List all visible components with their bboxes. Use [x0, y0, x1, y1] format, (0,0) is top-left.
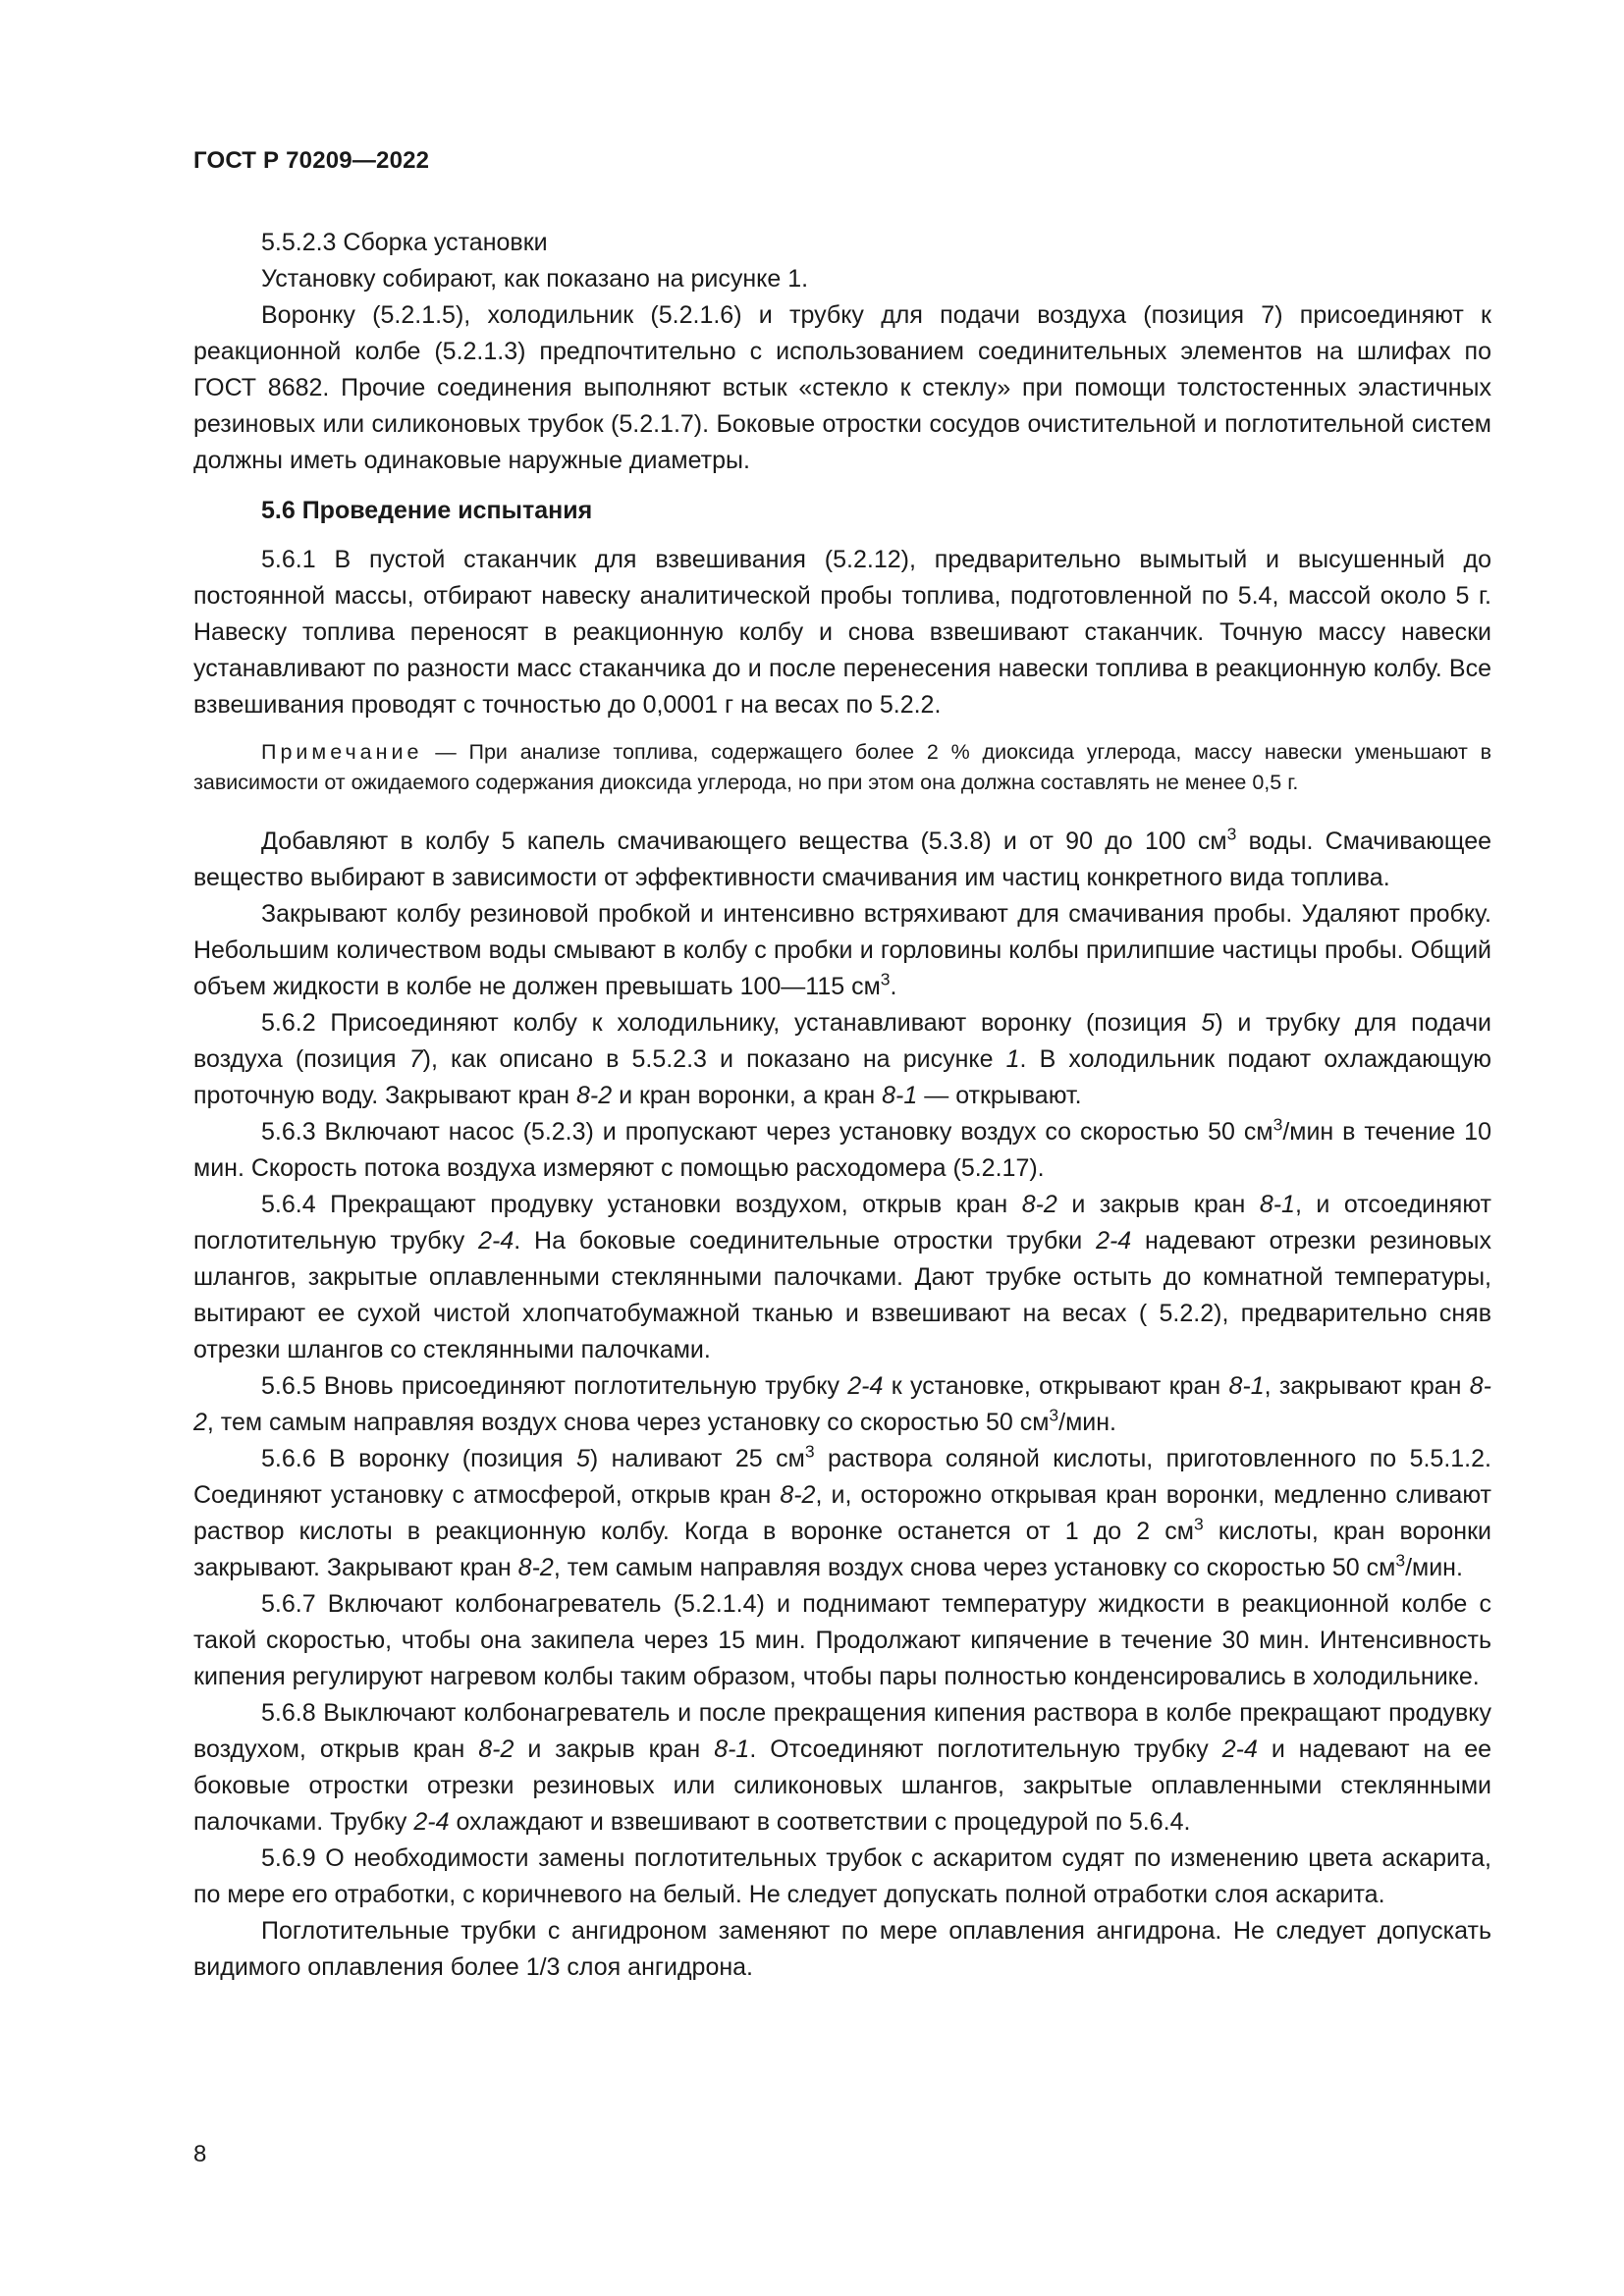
subsection-heading-5-5-2-3: 5.5.2.3 Сборка установки	[261, 229, 548, 256]
document-body	[193, 225, 1491, 1986]
paragraph-5-6-9: 5.6.9 О необходимости замены поглотительных трубок с аскаритом судят по изменению цвета аскарита, по мере его отработки, с коричневого на белый. Не следует допускать полной отработки слоя аскарита.	[193, 1844, 1491, 1908]
paragraph-add-wetting-agent: Добавляют в колбу 5 капель смачивающего вещества (5.3.8) и от 90 до 100 $см^3$ воды. Смачивающее вещество выбирают в зависимости от эффективности смачивания им частиц конкретного вида топлива.	[193, 824, 1491, 891]
note-text: — При анализе топлива, содержащего более 2 % диоксида углерода, массу навески уменьшают в зависимости от ожидаемого содержания диоксида углерода, но при этом она должна составлять не менее 0,5 г.	[193, 740, 1491, 794]
note	[193, 737, 1491, 798]
paragraph-5-6-5: 5.6.5 Вновь присоединяют поглотительную трубку 2-4 к установке, открывают кран 8-1, закрывают кран 8-2, тем самым направляя воздух снова через установку со скоростью 50 $см^3$/мин.	[193, 1372, 1491, 1436]
paragraph-5-6-6: 5.6.6 В воронку (позиция 5) наливают 25 $см^3$ раствора соляной кислоты, приготовленного по 5.5.1.2. Соединяют установку с атмосферой, открыв кран 8-2, и, осторожно открывая кран воронки, медленно сливают раствор кислоты в реакционную колбу. Когда в воронке останется от 1 до 2 $см^3$ кислоты, кран воронки закрывают. Закрывают кран 8-2, тем самым направляя воздух снова через установку со скоростью 50 $см^3$/мин.	[193, 1441, 1491, 1581]
note-label: Примечание	[261, 740, 423, 764]
paragraph-5-6-1: 5.6.1 В пустой стаканчик для взвешивания (5.2.12), предварительно вымытый и высушенный до постоянной массы, отбирают навеску аналитической пробы топлива, подготовленной по 5.4, массой около 5 г. Навеску топлива переносят в реакционную колбу и снова взвешивают стаканчик. Точную массу навески устанавливают по разности масс стаканчика до и после перенесения навески топлива в реакционную колбу. Все взвешивания проводят с точностью до 0,0001 г на весах по 5.2.2.	[193, 546, 1491, 719]
document-header: ГОСТ Р 70209—2022	[193, 147, 430, 174]
paragraph-anhydrone-tubes: Поглотительные трубки с ангидроном заменяют по мере оплавления ангидрона. Не следует допускать видимого оплавления более 1/3 слоя ангидрона.	[193, 1917, 1491, 1981]
paragraph-close-flask: Закрывают колбу резиновой пробкой и интенсивно встряхивают для смачивания пробы. Удаляют пробку. Небольшим количеством воды смывают в колбу с пробки и горловины колбы прилипшие частицы пробы. Общий объем жидкости в колбе не должен превышать 100—115 $см^3$.	[193, 900, 1491, 1000]
paragraph-5-6-8: 5.6.8 Выключают колбонагреватель и после прекращения кипения раствора в колбе прекращают продувку воздухом, открыв кран 8-2 и закрыв кран 8-1. Отсоединяют поглотительную трубку 2-4 и надевают на ее боковые отростки отрезки резиновых или силиконовых шлангов, закрытые оплавленными стеклянными палочками. Трубку 2-4 охлаждают и взвешивают в соответствии с процедурой по 5.6.4.	[193, 1699, 1492, 1836]
paragraph-5-6-2: 5.6.2 Присоединяют колбу к холодильнику, устанавливают воронку (позиция 5) и трубку для подачи воздуха (позиция 7), как описано в 5.5.2.3 и показано на рисунке 1. В холодильник подают охлаждающую проточную воду. Закрывают кран 8-2 и кран воронки, а кран 8-1 — открывают.	[193, 1009, 1491, 1109]
section-title-5-6: 5.6 Проведение испытания	[261, 497, 593, 524]
page-number: 8	[193, 2141, 207, 2167]
paragraph-5-6-7: 5.6.7 Включают колбонагреватель (5.2.1.4) и поднимают температуру жидкости в реакционной колбе с такой скоростью, чтобы она закипела через 15 мин. Продолжают кипячение в течение 30 мин. Интенсивность кипения регулируют нагревом колбы таким образом, чтобы пары полностью конденсировались в холодильнике.	[193, 1590, 1491, 1690]
paragraph-assembly-intro: Установку собирают, как показано на рисунке 1.	[261, 265, 809, 293]
paragraph-5-6-3: 5.6.3 Включают насос (5.2.3) и пропускают через установку воздух со скоростью 50 $см^3$/мин в течение 10 мин. Скорость потока воздуха измеряют с помощью расходомера (5.2.17).	[193, 1114, 1491, 1182]
paragraph-5-6-4: 5.6.4 Прекращают продувку установки воздухом, открыв кран 8-2 и закрыв кран 8-1, и отсоединяют поглотительную трубку 2-4. На боковые соединительные отростки трубки 2-4 надевают отрезки резиновых шлангов, закрытые оплавленными стеклянными палочками. Дают трубке остыть до комнатной температуры, вытирают ее сухой чистой хлопчатобумажной тканью и взвешивают на весах ( 5.2.2), предварительно сняв отрезки шлангов со стеклянными палочками.	[193, 1191, 1492, 1363]
paragraph-assembly-details: Воронку (5.2.1.5), холодильник (5.2.1.6) и трубку для подачи воздуха (позиция 7) присоединяют к реакционной колбе (5.2.1.3) предпочтительно с использованием соединительных элементов на шлифах по ГОСТ 8682. Прочие соединения выполняют встык «стекло к стеклу» при помощи толстостенных эластичных резиновых или силиконовых трубок (5.2.1.7). Боковые отростки сосудов очистительной и поглотительной систем должны иметь одинаковые наружные диаметры.	[193, 301, 1491, 474]
